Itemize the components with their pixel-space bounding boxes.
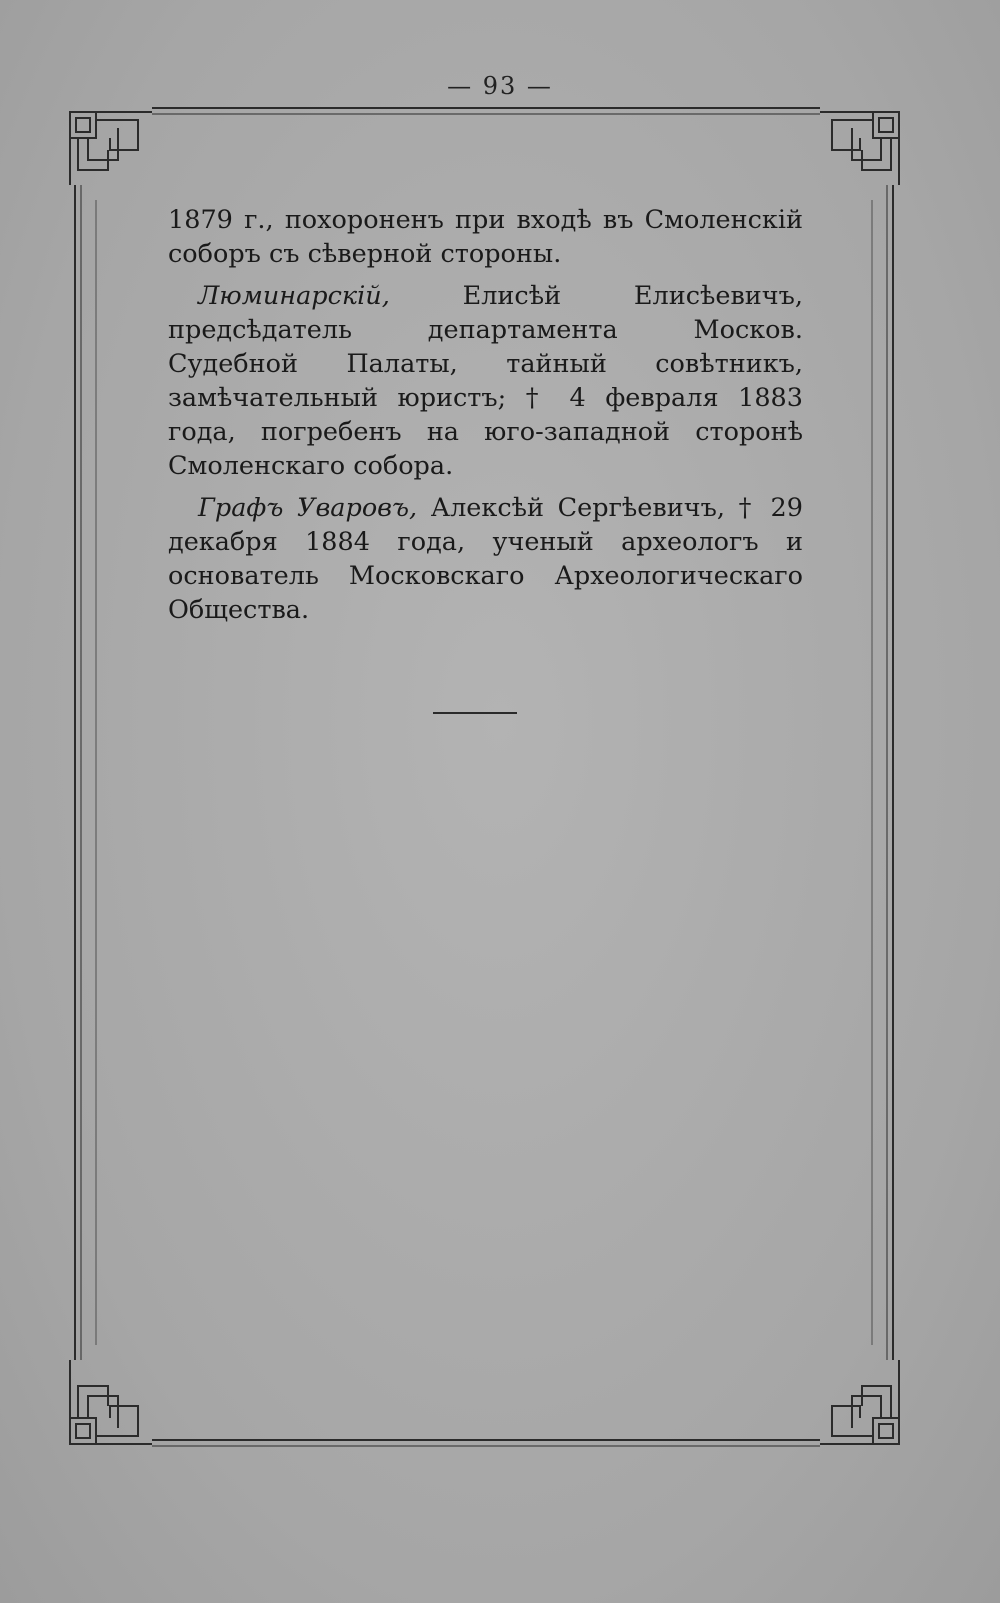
paragraph-3-text: Алексѣй Сергѣевичъ, † 29 декабря 1884 года, ученый археологъ и основатель Московскаго Археологическаго Общества.: [168, 493, 804, 625]
section-divider: [433, 712, 517, 714]
paragraph-2-text: Елисѣй Елисѣевичъ, предсѣдатель департамента Москов. Судебной Палаты, тайный совѣтникъ, замѣчательный юристъ; † 4 февраля 1883 года, погребенъ на юго-западной сторонѣ Смоленскаго собора.: [168, 281, 803, 481]
corner-ornament-top-left: [70, 112, 152, 185]
paragraph-3-lead: Графъ Уваровъ,: [198, 493, 418, 523]
paragraph-1: [168, 203, 803, 271]
paragraph-2-lead: Люминарскій,: [198, 281, 390, 311]
paragraph-3: [168, 491, 803, 627]
paragraph-2: [168, 279, 803, 483]
page-number: — 93 —: [447, 72, 553, 100]
corner-ornament-bottom-left: [70, 1360, 152, 1444]
corner-ornament-bottom-right: [820, 1360, 899, 1444]
paragraph-1-text: 1879 г., похороненъ при входѣ въ Смоленскій соборъ съ сѣверной стороны.: [168, 205, 803, 269]
corner-ornament-top-right: [820, 112, 899, 185]
text-block: [168, 203, 803, 635]
